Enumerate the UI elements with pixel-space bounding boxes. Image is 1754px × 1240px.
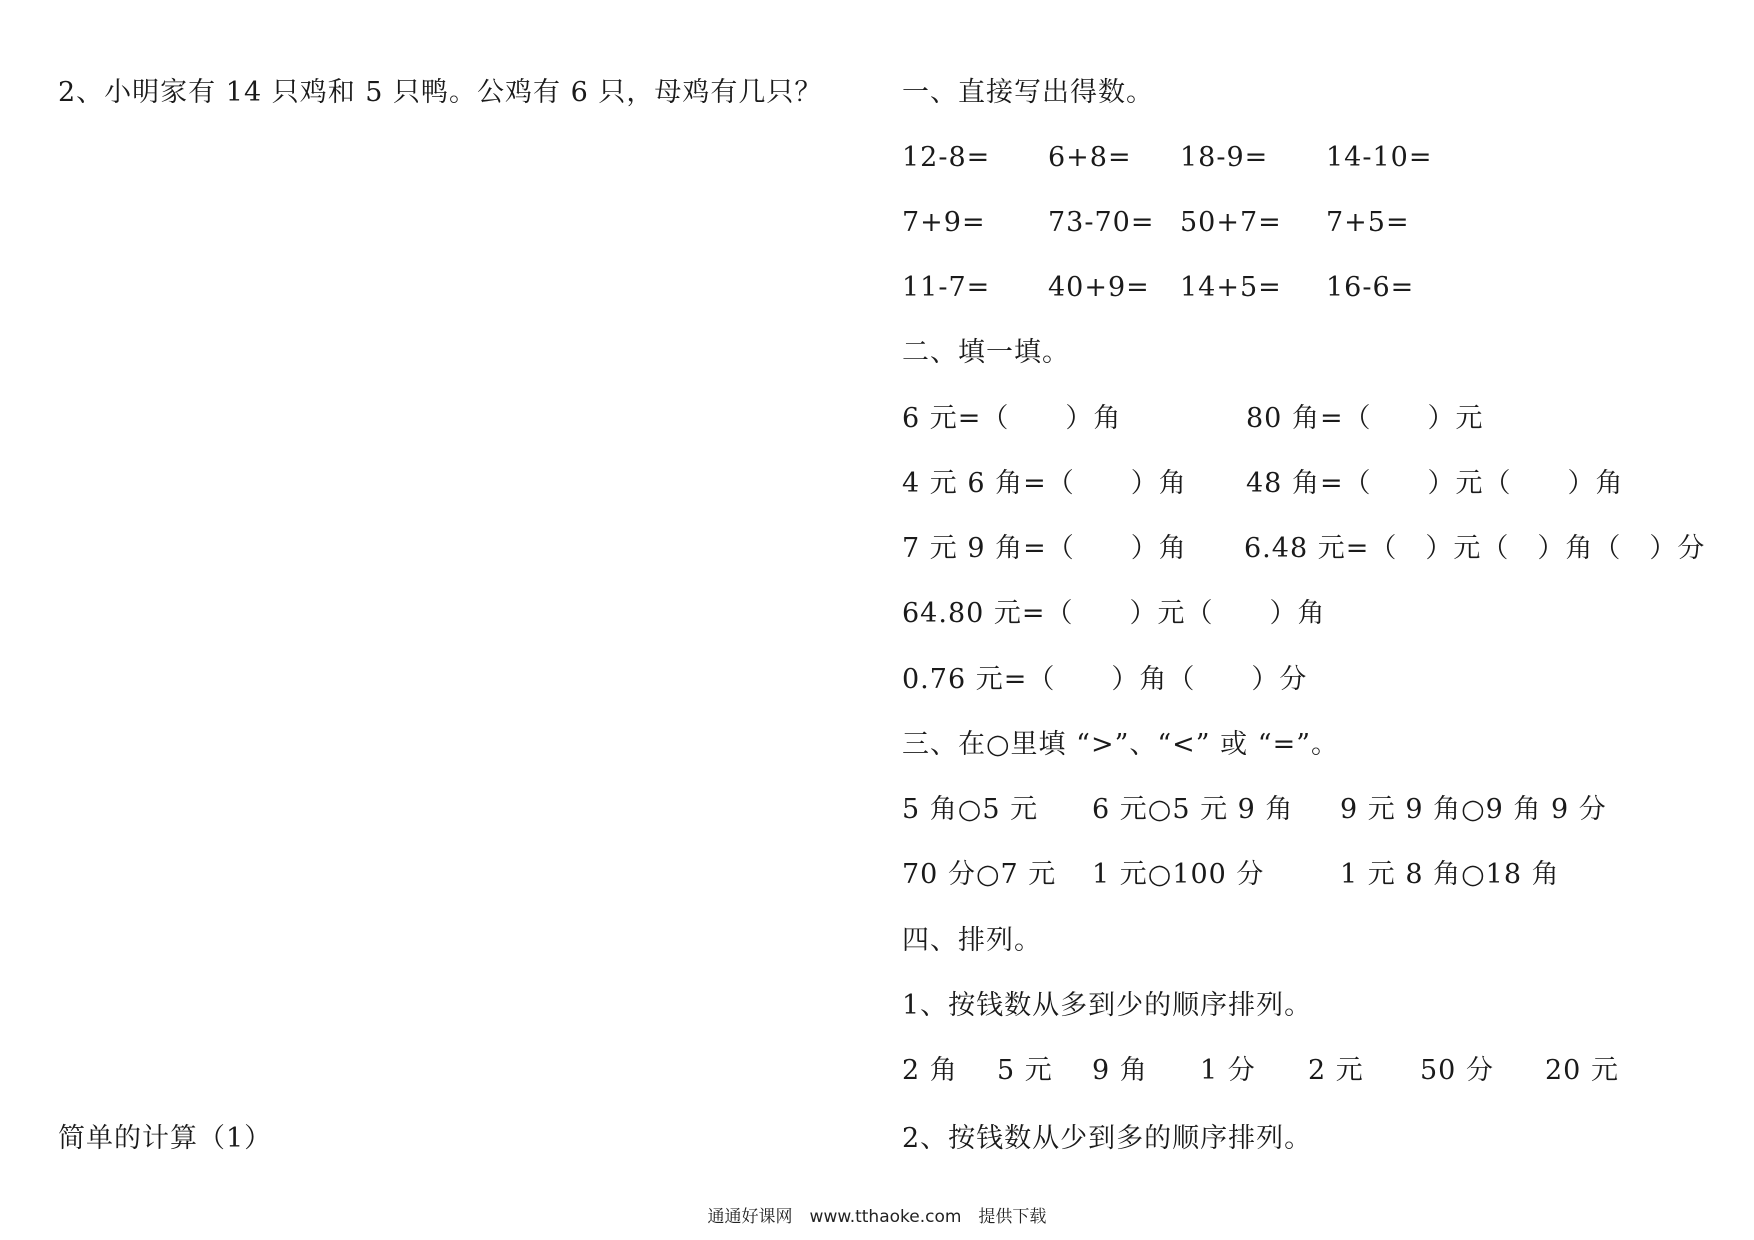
compare-item: 6 元○5 元 9 角: [1092, 794, 1294, 825]
compare-item: 1 元 8 角○18 角: [1340, 859, 1560, 890]
money-item: 50 分: [1420, 1055, 1494, 1086]
section-title-simple-calculation: 简单的计算（1）: [58, 1123, 273, 1154]
compare-item: 5 角○5 元: [902, 794, 1039, 825]
section-2-heading: 二、填一填。: [902, 337, 1070, 368]
arithmetic-item: 73-70=: [1048, 207, 1155, 238]
fill-item: 7 元 9 角=（ ）角: [902, 533, 1187, 564]
arithmetic-item: 16-6=: [1326, 272, 1415, 303]
money-item: 2 元: [1308, 1055, 1364, 1086]
fill-item: 0.76 元=（ ）角（ ）分: [902, 664, 1308, 695]
money-item: 1 分: [1200, 1055, 1256, 1086]
fill-item: 64.80 元=（ ）元（ ）角: [902, 598, 1326, 629]
ordering-instruction-1: 1、按钱数从多到少的顺序排列。: [902, 990, 1313, 1021]
ordering-instruction-2: 2、按钱数从少到多的顺序排列。: [902, 1123, 1313, 1154]
section-4-heading: 四、排列。: [902, 925, 1042, 956]
arithmetic-item: 12-8=: [902, 142, 991, 173]
arithmetic-item: 7+5=: [1326, 207, 1410, 238]
money-item: 5 元: [997, 1055, 1053, 1086]
fill-item: 80 角=（ ）元: [1246, 403, 1484, 434]
arithmetic-item: 6+8=: [1048, 142, 1132, 173]
arithmetic-item: 7+9=: [902, 207, 986, 238]
money-item: 20 元: [1545, 1055, 1619, 1086]
fill-item: 48 角=（ ）元（ ）角: [1246, 468, 1624, 499]
arithmetic-item: 14-10=: [1326, 142, 1433, 173]
problem-2-text: 2、小明家有 14 只鸡和 5 只鸭。公鸡有 6 只，母鸡有几只？: [58, 77, 823, 108]
fill-item: 6.48 元=（ ）元（ ）角（ ）分: [1244, 533, 1706, 564]
section-1-heading: 一、直接写出得数。: [902, 77, 1154, 108]
compare-item: 9 元 9 角○9 角 9 分: [1340, 794, 1607, 825]
section-3-heading: 三、在○里填 “>”、“<” 或 “=”。: [902, 729, 1339, 760]
arithmetic-item: 14+5=: [1180, 272, 1282, 303]
money-item: 2 角: [902, 1055, 958, 1086]
arithmetic-item: 18-9=: [1180, 142, 1269, 173]
arithmetic-item: 11-7=: [902, 272, 991, 303]
compare-item: 1 元○100 分: [1092, 859, 1265, 890]
fill-item: 6 元=（ ）角: [902, 403, 1122, 434]
money-item: 9 角: [1092, 1055, 1148, 1086]
footer-credit: 通通好课网 www.tthaoke.com 提供下载: [707, 1207, 1047, 1227]
fill-item: 4 元 6 角=（ ）角: [902, 468, 1187, 499]
arithmetic-item: 50+7=: [1180, 207, 1282, 238]
arithmetic-item: 40+9=: [1048, 272, 1150, 303]
compare-item: 70 分○7 元: [902, 859, 1057, 890]
